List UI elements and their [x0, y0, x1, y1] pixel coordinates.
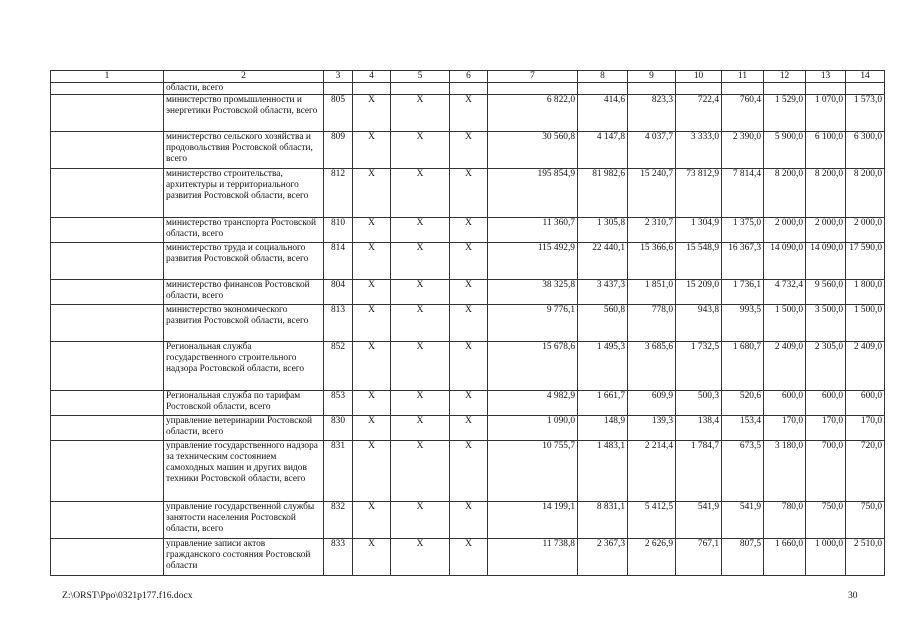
table-row	[51, 280, 885, 305]
agency-code: 832	[324, 502, 353, 539]
value-cell: 1 529,0	[764, 95, 806, 132]
value-cell: 2 000,0	[846, 218, 885, 243]
table-row	[51, 305, 885, 342]
agency-name: управление государственной службы занятости населения Ростовской области, всего	[164, 502, 324, 539]
value-cell: 115 492,9	[488, 243, 578, 280]
agency-code: 809	[324, 132, 353, 169]
value-cell: 3 333,0	[676, 132, 722, 169]
x-mark: X	[450, 391, 488, 416]
value-cell: 1 500,0	[846, 305, 885, 342]
column-header: 6	[450, 71, 488, 83]
group-cell	[51, 132, 164, 169]
x-mark: X	[450, 95, 488, 132]
value-cell: 1 000,0	[806, 539, 846, 576]
column-header: 1	[51, 71, 164, 83]
value-cell: 560,8	[578, 305, 628, 342]
agency-code: 810	[324, 218, 353, 243]
agency-name: министерство труда и социального развития Ростовской области, всего	[164, 243, 324, 280]
x-mark: X	[353, 416, 391, 441]
agency-name: министерство финансов Ростовской области, всего	[164, 280, 324, 305]
x-mark: X	[391, 132, 450, 169]
value-cell: 720,0	[846, 441, 885, 502]
table-row	[51, 132, 885, 169]
value-cell: 760,4	[722, 95, 764, 132]
value-cell: 170,0	[764, 416, 806, 441]
value-cell: 15 366,6	[628, 243, 676, 280]
value-cell: 17 590,0	[846, 243, 885, 280]
value-cell: 15 240,7	[628, 169, 676, 218]
x-mark: X	[391, 391, 450, 416]
continuation-text: области, всего	[164, 83, 324, 95]
value-cell: 9 560,0	[806, 280, 846, 305]
x-mark: X	[391, 441, 450, 502]
value-cell: 148,9	[578, 416, 628, 441]
column-header: 3	[324, 71, 353, 83]
value-cell: 1 660,0	[764, 539, 806, 576]
column-header: 11	[722, 71, 764, 83]
value-cell: 541,9	[676, 502, 722, 539]
value-cell: 14 090,0	[764, 243, 806, 280]
value-cell: 673,5	[722, 441, 764, 502]
value-cell: 1 573,0	[846, 95, 885, 132]
group-cell	[51, 441, 164, 502]
value-cell: 15 209,0	[676, 280, 722, 305]
table-row	[51, 169, 885, 218]
file-path: Z:\ORST\Ppo\0321p177.f16.docx	[62, 590, 193, 601]
value-cell: 943,8	[676, 305, 722, 342]
value-cell: 7 814,4	[722, 169, 764, 218]
group-cell	[51, 280, 164, 305]
column-header: 4	[353, 71, 391, 83]
value-cell: 500,3	[676, 391, 722, 416]
x-mark: X	[353, 539, 391, 576]
value-cell: 750,0	[806, 502, 846, 539]
value-cell: 4 037,7	[628, 132, 676, 169]
value-cell: 700,0	[806, 441, 846, 502]
value-cell: 600,0	[846, 391, 885, 416]
value-cell: 2 214,4	[628, 441, 676, 502]
column-header: 2	[164, 71, 324, 83]
value-cell: 3 500,0	[806, 305, 846, 342]
value-cell: 414,6	[578, 95, 628, 132]
agency-name: министерство экономического развития Ростовской области, всего	[164, 305, 324, 342]
value-cell: 767,1	[676, 539, 722, 576]
value-cell: 4 147,8	[578, 132, 628, 169]
x-mark: X	[353, 441, 391, 502]
x-mark: X	[353, 243, 391, 280]
value-cell: 170,0	[846, 416, 885, 441]
value-cell: 81 982,6	[578, 169, 628, 218]
continuation-row	[51, 83, 885, 95]
value-cell: 30 560,8	[488, 132, 578, 169]
value-cell: 1 784,7	[676, 441, 722, 502]
value-cell: 2 409,0	[846, 342, 885, 391]
value-cell: 3 685,6	[628, 342, 676, 391]
x-mark: X	[450, 441, 488, 502]
value-cell: 1 483,1	[578, 441, 628, 502]
value-cell: 2 305,0	[806, 342, 846, 391]
x-mark: X	[391, 305, 450, 342]
value-cell: 2 409,0	[764, 342, 806, 391]
value-cell: 1 800,0	[846, 280, 885, 305]
table-row	[51, 391, 885, 416]
value-cell: 993,5	[722, 305, 764, 342]
column-header: 8	[578, 71, 628, 83]
value-cell: 11 738,8	[488, 539, 578, 576]
value-cell: 6 822,0	[488, 95, 578, 132]
column-header: 9	[628, 71, 676, 83]
value-cell: 2 390,0	[722, 132, 764, 169]
value-cell: 3 437,3	[578, 280, 628, 305]
value-cell: 1 495,3	[578, 342, 628, 391]
value-cell: 10 755,7	[488, 441, 578, 502]
value-cell: 1 070,0	[806, 95, 846, 132]
agency-name: министерство транспорта Ростовской области, всего	[164, 218, 324, 243]
value-cell: 2 367,3	[578, 539, 628, 576]
value-cell: 778,0	[628, 305, 676, 342]
group-cell	[51, 391, 164, 416]
agency-name: управление записи актов гражданского состояния Ростовской области	[164, 539, 324, 576]
agency-name: министерство строительства, архитектуры и территориального развития Ростовской области, всего	[164, 169, 324, 218]
x-mark: X	[353, 95, 391, 132]
x-mark: X	[450, 218, 488, 243]
x-mark: X	[353, 502, 391, 539]
column-header: 14	[846, 71, 885, 83]
value-cell: 823,3	[628, 95, 676, 132]
value-cell: 8 200,0	[764, 169, 806, 218]
x-mark: X	[450, 243, 488, 280]
value-cell: 520,6	[722, 391, 764, 416]
agency-code: 814	[324, 243, 353, 280]
x-mark: X	[450, 305, 488, 342]
value-cell: 195 854,9	[488, 169, 578, 218]
value-cell: 1 305,8	[578, 218, 628, 243]
group-cell	[51, 83, 164, 95]
value-cell: 2 310,7	[628, 218, 676, 243]
value-cell: 8 200,0	[846, 169, 885, 218]
x-mark: X	[353, 342, 391, 391]
agency-name: министерство промышленности и энергетики Ростовской области, всего	[164, 95, 324, 132]
value-cell: 780,0	[764, 502, 806, 539]
x-mark: X	[353, 305, 391, 342]
value-cell: 1 375,0	[722, 218, 764, 243]
table-row	[51, 416, 885, 441]
value-cell: 2 626,9	[628, 539, 676, 576]
value-cell: 4 982,9	[488, 391, 578, 416]
x-mark: X	[450, 280, 488, 305]
x-mark: X	[450, 539, 488, 576]
table-row	[51, 539, 885, 576]
value-cell: 9 776,1	[488, 305, 578, 342]
x-mark: X	[450, 342, 488, 391]
value-cell: 3 180,0	[764, 441, 806, 502]
value-cell: 2 000,0	[764, 218, 806, 243]
value-cell: 15 548,9	[676, 243, 722, 280]
value-cell: 14 090,0	[806, 243, 846, 280]
group-cell	[51, 305, 164, 342]
header-row	[51, 71, 885, 83]
x-mark: X	[353, 391, 391, 416]
column-header: 7	[488, 71, 578, 83]
agency-code: 833	[324, 539, 353, 576]
value-cell: 1 304,9	[676, 218, 722, 243]
value-cell: 38 325,8	[488, 280, 578, 305]
value-cell: 6 100,0	[806, 132, 846, 169]
value-cell: 8 200,0	[806, 169, 846, 218]
agency-code: 812	[324, 169, 353, 218]
value-cell: 1 732,5	[676, 342, 722, 391]
x-mark: X	[391, 416, 450, 441]
value-cell: 22 440,1	[578, 243, 628, 280]
group-cell	[51, 95, 164, 132]
page-number: 30	[848, 590, 858, 601]
x-mark: X	[450, 132, 488, 169]
x-mark: X	[391, 342, 450, 391]
value-cell: 138,4	[676, 416, 722, 441]
x-mark: X	[353, 280, 391, 305]
value-cell: 750,0	[846, 502, 885, 539]
agency-code: 852	[324, 342, 353, 391]
column-header: 13	[806, 71, 846, 83]
agency-code: 853	[324, 391, 353, 416]
value-cell: 600,0	[764, 391, 806, 416]
table-row	[51, 502, 885, 539]
agency-name: министерство сельского хозяйства и продовольствия Ростовской области, всего	[164, 132, 324, 169]
agency-name: управление государственного надзора за техническим состоянием самоходных машин и других видов техники Ростовской области, всего	[164, 441, 324, 502]
value-cell: 807,5	[722, 539, 764, 576]
agency-code: 804	[324, 280, 353, 305]
group-cell	[51, 169, 164, 218]
x-mark: X	[391, 502, 450, 539]
value-cell: 16 367,3	[722, 243, 764, 280]
table-row	[51, 342, 885, 391]
value-cell: 14 199,1	[488, 502, 578, 539]
value-cell: 73 812,9	[676, 169, 722, 218]
value-cell: 139,3	[628, 416, 676, 441]
x-mark: X	[353, 132, 391, 169]
value-cell: 11 360,7	[488, 218, 578, 243]
value-cell: 153,4	[722, 416, 764, 441]
x-mark: X	[391, 539, 450, 576]
agency-name: управление ветеринарии Ростовской области, всего	[164, 416, 324, 441]
value-cell: 1 661,7	[578, 391, 628, 416]
value-cell: 541,9	[722, 502, 764, 539]
x-mark: X	[391, 280, 450, 305]
x-mark: X	[391, 95, 450, 132]
group-cell	[51, 416, 164, 441]
value-cell: 2 000,0	[806, 218, 846, 243]
value-cell: 15 678,6	[488, 342, 578, 391]
value-cell: 5 900,0	[764, 132, 806, 169]
agency-code: 813	[324, 305, 353, 342]
value-cell: 600,0	[806, 391, 846, 416]
x-mark: X	[450, 416, 488, 441]
value-cell: 1 680,7	[722, 342, 764, 391]
table-row	[51, 243, 885, 280]
value-cell: 170,0	[806, 416, 846, 441]
column-header: 12	[764, 71, 806, 83]
table-row	[51, 441, 885, 502]
x-mark: X	[391, 169, 450, 218]
value-cell: 5 412,5	[628, 502, 676, 539]
column-header: 5	[391, 71, 450, 83]
value-cell: 1 851,0	[628, 280, 676, 305]
value-cell: 1 736,1	[722, 280, 764, 305]
agency-code: 805	[324, 95, 353, 132]
x-mark: X	[353, 169, 391, 218]
group-cell	[51, 502, 164, 539]
x-mark: X	[353, 218, 391, 243]
value-cell: 2 510,0	[846, 539, 885, 576]
x-mark: X	[391, 243, 450, 280]
group-cell	[51, 342, 164, 391]
value-cell: 609,9	[628, 391, 676, 416]
value-cell: 8 831,1	[578, 502, 628, 539]
group-cell	[51, 539, 164, 576]
table-row	[51, 95, 885, 132]
table-row	[51, 218, 885, 243]
x-mark: X	[450, 502, 488, 539]
value-cell: 722,4	[676, 95, 722, 132]
agency-code: 830	[324, 416, 353, 441]
value-cell: 1 090,0	[488, 416, 578, 441]
value-cell: 1 500,0	[764, 305, 806, 342]
value-cell: 4 732,4	[764, 280, 806, 305]
x-mark: X	[450, 169, 488, 218]
group-cell	[51, 218, 164, 243]
value-cell: 6 300,0	[846, 132, 885, 169]
agency-name: Региональная служба по тарифам Ростовской области, всего	[164, 391, 324, 416]
agency-name: Региональная служба государственного строительного надзора Ростовской области, всего	[164, 342, 324, 391]
column-header: 10	[676, 71, 722, 83]
budget-table	[50, 70, 885, 576]
group-cell	[51, 243, 164, 280]
x-mark: X	[391, 218, 450, 243]
agency-code: 831	[324, 441, 353, 502]
